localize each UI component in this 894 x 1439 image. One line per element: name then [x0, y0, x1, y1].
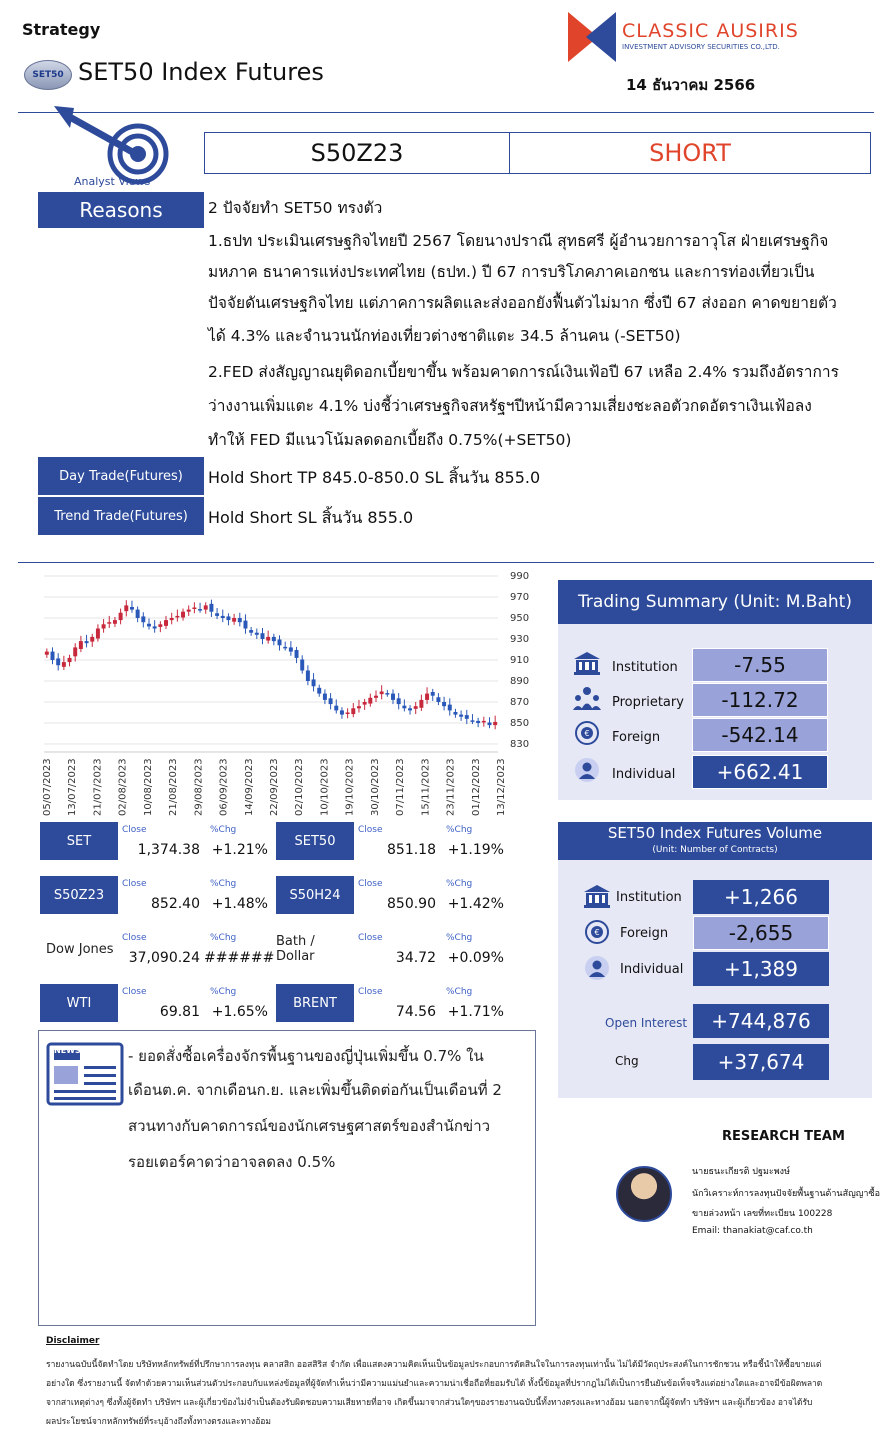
- candle-body: [482, 721, 486, 723]
- y-tick-label: 890: [510, 676, 530, 687]
- disclaimer-line: จากสาเหตุต่างๆ ซึ่งทั้งผู้จัดทำ บริษัทฯ และผู้เกี่ยวข้องไม่จำเป็นต้องรับผิดชอบความเสียหายที่อาจ เกิดขึ้นมาจากส่วนใดๆของรายงานฉบับนี้ทั้งทางตรงและทางอ้อม นอกจากนี้ผู้จัดทำ บริษัทฯ และผู้เกี่ยวข้อง อาจได้รับ: [46, 1398, 813, 1408]
- candle-body: [363, 702, 367, 705]
- candle-body: [442, 702, 446, 706]
- candle-body: [408, 708, 412, 710]
- candle-body: [357, 706, 361, 708]
- x-tick-label: 21/07/2023: [92, 758, 104, 816]
- close-caption: Close: [122, 933, 147, 943]
- candle-body: [323, 694, 327, 700]
- futures-volume-label: Foreign: [620, 926, 669, 941]
- analyst-avatar: [616, 1166, 672, 1222]
- candle-body: [448, 705, 452, 711]
- trading-summary-label: Foreign: [612, 730, 661, 745]
- person-icon: [572, 757, 598, 783]
- x-tick-label: 07/11/2023: [395, 758, 407, 816]
- y-tick-label: 990: [510, 571, 530, 582]
- news-line: - ยอดสั่งซื้อเครื่องจักรพื้นฐานของญี่ปุ่นเพิ่มขึ้น 0.7% ใน: [128, 1047, 484, 1065]
- candle-body: [272, 637, 276, 641]
- news-line: สวนทางกับคาดการณ์ของนักเศรษฐศาสตร์ของสำนักข่าว: [128, 1117, 491, 1135]
- futures-volume-value: +1,389: [693, 952, 829, 986]
- chg-caption: %Chg: [446, 879, 473, 889]
- reason-line: ทำให้ FED มีแนวโน้มลดดอกเบี้ยถึง 0.75%(+SET50): [208, 431, 572, 449]
- candle-body: [317, 688, 321, 694]
- trading-summary-label: Proprietary: [612, 695, 684, 710]
- open-interest-value: +744,876: [693, 1004, 829, 1038]
- candle-body: [192, 608, 196, 610]
- chg-caption: %Chg: [210, 879, 237, 889]
- candle-body: [226, 616, 230, 620]
- candle-body: [459, 715, 463, 717]
- candle-body: [221, 616, 225, 618]
- trading-summary-label: Individual: [612, 767, 676, 782]
- candle-body: [414, 706, 418, 709]
- close-value: 850.90: [387, 896, 436, 912]
- candle-body: [470, 720, 474, 722]
- analyst-license: ขายล่วงหน้า เลขที่ทะเบียน 100228: [692, 1209, 833, 1219]
- candle-body: [436, 697, 440, 702]
- chg-value: +1.21%: [211, 842, 268, 858]
- chg-value: ######: [204, 950, 275, 966]
- chg-caption: %Chg: [210, 825, 237, 835]
- candle-body: [124, 605, 128, 611]
- chg-caption: %Chg: [210, 987, 237, 997]
- candle-body: [266, 637, 270, 641]
- chg-caption: %Chg: [210, 933, 237, 943]
- close-caption: Close: [358, 879, 383, 889]
- close-caption: Close: [358, 825, 383, 835]
- candle-body: [141, 616, 145, 622]
- x-tick-label: 10/10/2023: [319, 758, 331, 816]
- market-name: SET50: [276, 822, 354, 860]
- candle-body: [51, 652, 55, 660]
- candle-body: [249, 630, 253, 633]
- candle-body: [175, 616, 179, 618]
- people-icon: [572, 685, 598, 711]
- x-tick-label: 02/10/2023: [294, 758, 306, 816]
- candle-body: [102, 624, 106, 628]
- close-caption: Close: [122, 825, 147, 835]
- disclaimer-line: อย่างใด ซึ่งรายงานนี้ จัดทำด้วยความเห็นส่วนตัวประกอบกับแหล่งข้อมูลที่ผู้จัดทำเห็นว่ามีความแม่นยำและความน่าเชื่อถือที่ยอมรับได้ ทั้งนี้ข้อมูลที่ปรากฎไม่ได้เป็นการยืนยันข้อเท็จจริงแต่อย่างใดและอาจมีข้อผิดพลาด: [46, 1379, 823, 1389]
- trading-summary-value: +662.41: [692, 755, 828, 789]
- chg-value: +37,674: [693, 1044, 829, 1080]
- candle-body: [232, 618, 236, 622]
- logo-badge-text: SET50: [32, 70, 64, 80]
- x-tick-label: 15/11/2023: [420, 758, 432, 816]
- candle-body: [397, 698, 401, 704]
- candle-body: [346, 713, 350, 715]
- x-tick-label: 14/09/2023: [243, 758, 255, 816]
- candle-body: [255, 633, 259, 635]
- contract-symbol: S50Z23: [205, 133, 510, 173]
- candle-body: [130, 607, 134, 610]
- chg-value: +1.42%: [447, 896, 504, 912]
- candle-body: [329, 698, 333, 704]
- candle-body: [153, 626, 157, 628]
- company-name: CLASSIC AUSIRIS: [622, 20, 799, 42]
- close-caption: Close: [358, 987, 383, 997]
- candle-body: [45, 652, 49, 655]
- market-name: Dow Jones: [46, 941, 114, 957]
- candle-body: [164, 620, 168, 626]
- market-name: Bath / Dollar: [276, 934, 315, 964]
- candle-body: [425, 694, 429, 700]
- research-team-title: RESEARCH TEAM: [722, 1129, 845, 1144]
- x-tick-label: 21/08/2023: [168, 758, 180, 816]
- x-tick-label: 06/09/2023: [218, 758, 230, 816]
- close-value: 852.40: [151, 896, 200, 912]
- day-trade-text: Hold Short TP 845.0-850.0 SL สิ้นวัน 855.0: [208, 468, 541, 487]
- x-tick-label: 13/12/2023: [496, 758, 507, 816]
- category-label: Strategy: [22, 20, 101, 39]
- close-value: 69.81: [159, 1004, 200, 1020]
- trend-trade-label: Trend Trade(Futures): [38, 497, 204, 535]
- candle-body: [158, 624, 162, 627]
- trading-summary-title: Trading Summary (Unit: M.Baht): [558, 580, 872, 624]
- close-caption: Close: [358, 933, 383, 943]
- candle-body: [187, 610, 191, 612]
- x-tick-label: 22/09/2023: [269, 758, 280, 816]
- set50-futures-logo: [24, 60, 72, 90]
- close-value: 851.18: [387, 842, 436, 858]
- x-tick-label: 19/10/2023: [344, 758, 356, 816]
- close-caption: Close: [122, 987, 147, 997]
- x-tick-label: 13/07/2023: [67, 758, 79, 816]
- futures-volume-value: -2,655: [693, 916, 829, 950]
- analyst-role: นักวิเคราะห์การลงทุนปัจจัยพื้นฐานด้านสัญญาซื้อ: [692, 1189, 880, 1199]
- futures-volume-value: +1,266: [693, 880, 829, 914]
- section-divider: [18, 562, 874, 563]
- candle-body: [170, 618, 174, 620]
- chg-value: +1.71%: [447, 1004, 504, 1020]
- reason-line: ปัจจัยดันเศรษฐกิจไทย แต่ภาคการผลิตและส่งออกยังฟื้นตัวไม่มาก ซึ่งปี 67 ส่งออก คาดขยายตัว: [208, 294, 837, 312]
- candle-body: [289, 647, 293, 651]
- x-tick-label: 05/07/2023: [42, 758, 53, 816]
- x-tick-label: 30/10/2023: [369, 758, 381, 816]
- candle-body: [306, 671, 310, 682]
- news-badge: NEWS: [54, 1046, 81, 1055]
- disclaimer-title: Disclaimer: [46, 1336, 100, 1346]
- chg-caption: %Chg: [446, 933, 473, 943]
- x-tick-label: 02/08/2023: [117, 758, 129, 816]
- chg-value: +0.09%: [447, 950, 504, 966]
- candle-body: [73, 647, 77, 656]
- x-tick-label: 29/08/2023: [193, 758, 205, 816]
- market-name: WTI: [40, 984, 118, 1022]
- x-tick-label: 23/11/2023: [445, 758, 457, 816]
- svg-text:€: €: [594, 928, 600, 937]
- candle-body: [85, 641, 89, 643]
- trading-summary-value: -112.72: [692, 683, 828, 717]
- x-tick-label: 10/08/2023: [142, 758, 154, 816]
- reasons-label: Reasons: [38, 192, 204, 228]
- futures-volume-subtitle: (Unit: Number of Contracts): [652, 845, 778, 855]
- set50-candlestick-chart: [38, 566, 538, 826]
- close-value: 37,090.24: [128, 950, 200, 966]
- candle-body: [402, 706, 406, 709]
- trend-trade-text: Hold Short SL สิ้นวัน 855.0: [208, 508, 414, 527]
- candle-body: [90, 637, 94, 642]
- position-signal: SHORT: [649, 139, 731, 167]
- disclaimer-line: รายงานฉบับนี้จัดทำโดย บริษัทหลักทรัพย์ที่ปรึกษาการลงทุน คลาสสิก ออสสิริส จำกัด เพื่อแสดงความคิดเห็นเป็นข้อมูลประกอบการตัดสินใจในการลงทุนเท่านั้น ไม่ได้มีวัตถุประสงค์ในการชักชวน หรือชี้นำให้ซื้อขายแต่: [46, 1360, 822, 1370]
- chg-caption: %Chg: [446, 987, 473, 997]
- building-icon: [572, 650, 598, 676]
- reason-line: ได้ 4.3% และจำนวนนักท่องเที่ยวต่างชาติแตะ 34.5 ล้านคน (-SET50): [208, 327, 681, 345]
- trading-summary-value: -542.14: [692, 718, 828, 752]
- candle-body: [283, 647, 287, 649]
- candle-body: [107, 622, 111, 624]
- x-tick-label: 01/12/2023: [470, 758, 482, 816]
- globe-money-icon: [582, 919, 608, 945]
- trading-summary-value: -7.55: [692, 648, 828, 682]
- market-name: SET: [40, 822, 118, 860]
- y-tick-label: 870: [510, 697, 530, 708]
- futures-volume-label: Institution: [616, 890, 682, 905]
- signal-box: [204, 132, 871, 174]
- candle-body: [113, 620, 117, 624]
- candle-body: [431, 692, 435, 696]
- candle-body: [209, 604, 213, 612]
- person-icon: [582, 955, 608, 981]
- candle-body: [493, 722, 497, 725]
- candle-body: [368, 698, 372, 704]
- futures-volume-label: Individual: [620, 962, 684, 977]
- candle-body: [79, 641, 83, 649]
- chg-caption: %Chg: [446, 825, 473, 835]
- market-name: S50Z23: [40, 876, 118, 914]
- futures-volume-title: SET50 Index Futures Volume: [607, 824, 823, 842]
- candle-body: [380, 692, 384, 695]
- target-dart-icon: [48, 104, 172, 186]
- day-trade-label: Day Trade(Futures): [38, 457, 204, 495]
- analyst-email[interactable]: Email: thanakiat@caf.co.th: [692, 1226, 813, 1236]
- candle-body: [96, 629, 100, 639]
- y-tick-label: 850: [510, 718, 530, 729]
- reason-line: มหภาค ธนาคารแห่งประเทศไทย (ธปท.) ปี 67 การบริโภคภาคเอกชน และการท่องเที่ยวเป็น: [208, 263, 815, 281]
- y-tick-label: 950: [510, 613, 530, 624]
- y-tick-label: 970: [510, 592, 530, 603]
- product-title: SET50 Index Futures: [78, 58, 324, 86]
- close-value: 34.72: [395, 950, 436, 966]
- candle-body: [334, 706, 338, 711]
- candle-body: [488, 722, 492, 725]
- candle-body: [198, 609, 202, 611]
- analyst-name: นายธนะเกียรติ ปฐมะพงษ์: [692, 1167, 791, 1177]
- candle-body: [56, 658, 60, 665]
- disclaimer-line: ผลประโยชน์จากหลักทรัพย์ที่ระบุอ้างถึงทั้งทางตรงและทางอ้อม: [46, 1417, 272, 1427]
- close-caption: Close: [122, 879, 147, 889]
- candle-body: [136, 610, 140, 618]
- report-date: 14 ธันวาคม 2566: [626, 76, 756, 94]
- reason-line: 2 ปัจจัยทำ SET50 ทรงตัว: [208, 199, 383, 217]
- candle-body: [300, 659, 304, 670]
- candle-body: [62, 662, 66, 667]
- candle-body: [147, 624, 151, 627]
- candle-body: [261, 633, 265, 639]
- candle-body: [119, 613, 123, 620]
- candle-body: [453, 712, 457, 715]
- reason-line: 1.ธปท ประเมินเศรษฐกิจไทยปี 2567 โดยนางปราณี สุทธศรี ผู้อำนวยการอาวุโส ฝ่ายเศรษฐกิจ: [208, 232, 829, 250]
- svg-text:€: €: [584, 729, 590, 738]
- news-line: รอยเตอร์คาดว่าอาจลดลง 0.5%: [128, 1153, 336, 1171]
- chg-value: +1.48%: [211, 896, 268, 912]
- candle-body: [215, 613, 219, 616]
- candle-body: [351, 708, 355, 714]
- market-name: S50H24: [276, 876, 354, 914]
- chg-value: +1.65%: [211, 1004, 268, 1020]
- candle-body: [238, 618, 242, 622]
- chg-label: Chg: [615, 1054, 639, 1068]
- candle-body: [391, 694, 395, 700]
- market-name: BRENT: [276, 984, 354, 1022]
- company-logo-icon: [568, 12, 616, 62]
- candle-body: [340, 710, 344, 714]
- trading-summary-label: Institution: [612, 660, 678, 675]
- reason-line: 2.FED ส่งสัญญาณยุติดอกเบี้ยขาขึ้น พร้อมคาดการณ์เงินเฟ้อปี 67 เหลือ 2.4% รวมถึงอัตราการ: [208, 363, 839, 381]
- candle-body: [278, 640, 282, 646]
- chg-value: +1.19%: [447, 842, 504, 858]
- candle-body: [243, 621, 247, 629]
- candle-body: [476, 721, 480, 723]
- y-tick-label: 930: [510, 634, 530, 645]
- globe-money-icon: [572, 720, 598, 746]
- close-value: 74.56: [395, 1004, 436, 1020]
- candle-body: [181, 612, 185, 618]
- news-line: เดือนต.ค. จากเดือนก.ย. และเพิ่มขึ้นติดต่อกันเป็นเดือนที่ 2: [128, 1081, 502, 1099]
- building-icon: [582, 883, 608, 909]
- reason-line: ว่างงานเพิ่มแตะ 4.1% บ่งชี้ว่าเศรษฐกิจสหรัฐฯปีหน้ามีความเสี่ยงชะลอตัวกดอัตราเงินเฟ้อลง: [208, 397, 812, 415]
- close-value: 1,374.38: [137, 842, 200, 858]
- candle-body: [419, 700, 423, 708]
- candle-body: [295, 650, 299, 658]
- analyst-views-caption: Analyst Views: [74, 175, 151, 188]
- y-tick-label: 910: [510, 655, 530, 666]
- candle-body: [385, 693, 389, 695]
- candle-body: [68, 658, 72, 662]
- candle-body: [204, 605, 208, 609]
- candle-body: [312, 679, 316, 686]
- candle-body: [465, 715, 469, 719]
- y-tick-label: 830: [510, 739, 530, 750]
- company-subtitle: INVESTMENT ADVISORY SECURITIES CO.,LTD.: [622, 43, 780, 51]
- candle-body: [374, 696, 378, 698]
- open-interest-label: Open Interest: [605, 1016, 688, 1030]
